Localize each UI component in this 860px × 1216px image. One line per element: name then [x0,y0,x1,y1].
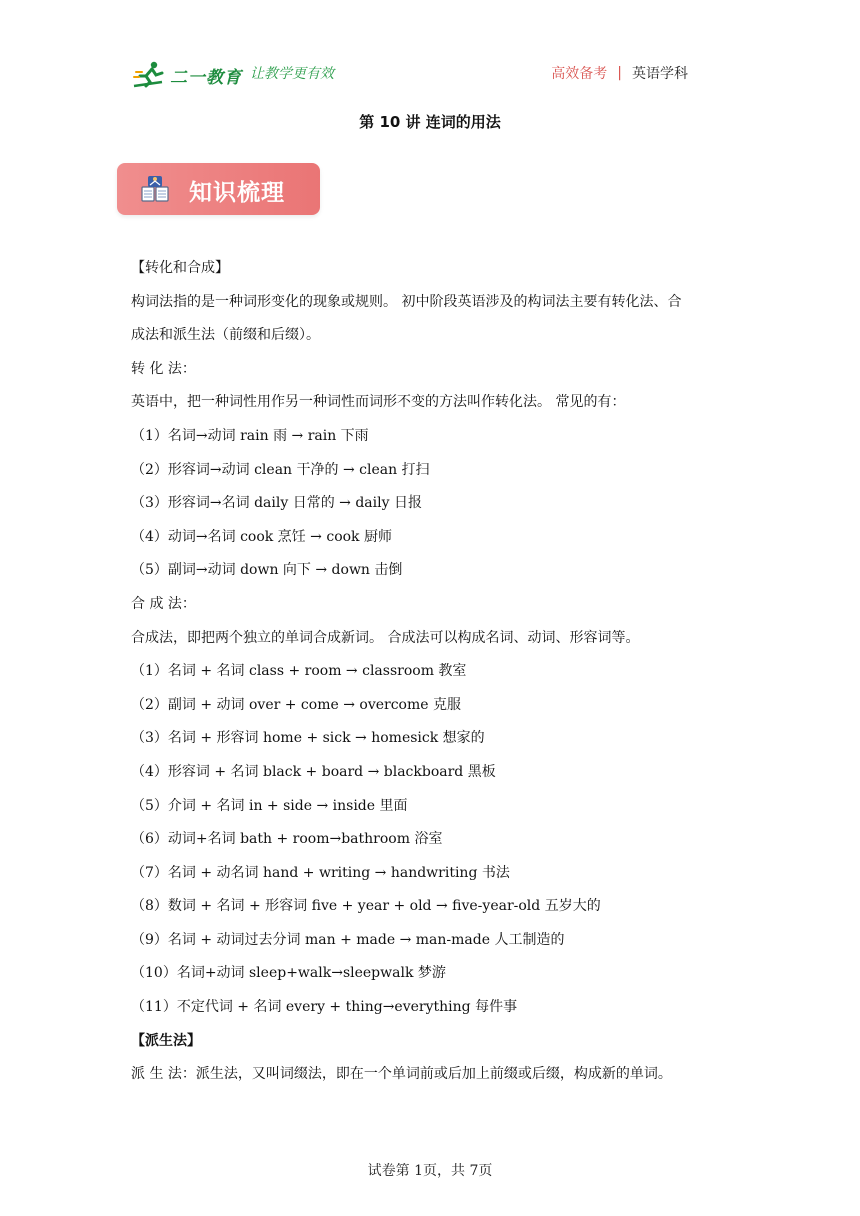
text-line: 成法和派生法（前缀和后缀）。 [131,327,320,344]
list-item: （4）形容词 + 名词 black + board → blackboard 黑板 [131,763,496,780]
logo [132,60,242,90]
book-icon [139,173,171,205]
list-item: （9）名词 + 动词过去分词 man + made → man-made 人工制造的 [131,931,565,948]
header-tag: 高效备考 [551,66,608,82]
list-item: （4）动词→名词 cook 烹饪 → cook 厨师 [131,528,392,545]
text-line: 合 成 法： [131,595,196,612]
text-line: 英语中，把一种词性用作另一种词性而词形不变的方法叫作转化法。 常见的有： [131,394,626,411]
list-item: （2）形容词→动词 clean 干净的 → clean 打扫 [131,461,430,478]
page-footer: 试卷第 1页，共 7页 [367,1163,493,1179]
section-heading: 【转化和合成】 [131,260,229,276]
list-item: （5）副词→动词 down 向下 → down 击倒 [131,562,403,579]
slogan: 让教学更有效 [250,66,334,82]
list-item: （7）名词 + 动名词 hand + writing → handwriting 书法 [131,864,510,881]
list-item: （8）数词 + 名词 + 形容词 five + year + old → five-year-old 五岁大的 [131,898,601,915]
text-line: 派 生 法：派生法，又叫词缀法，即在一个单词前或后加上前缀或后缀，构成新的单词。 [131,1066,672,1083]
section-heading: 【派生法】 [131,1032,201,1049]
content-body [131,252,741,1092]
header-right [551,63,688,83]
header-subject: 英语学科 [632,66,688,82]
text-line: 合成法，即把两个独立的单词合成新词。 合成法可以构成名词、动词、形容词等。 [131,629,640,646]
list-item: （11）不定代词 + 名词 every + thing→everything 每件事 [131,999,518,1016]
list-item: （1）名词→动词 rain 雨 → rain 下雨 [131,427,369,444]
section-banner [117,163,320,215]
banner-label: 知识梳理 [189,180,285,206]
text-line: 构词法指的是一种词形变化的现象或规则。 初中阶段英语涉及的构词法主要有转化法、合 [131,293,682,310]
list-item: （2）副词 + 动词 over + come → overcome 克服 [131,696,461,713]
page-header [0,0,860,95]
logo-text: 二一教育 [170,67,242,88]
list-item: （5）介词 + 名词 in + side → inside 里面 [131,797,408,814]
list-item: （3）名词 + 形容词 home + sick → homesick 想家的 [131,730,485,747]
header-separator: | [617,65,622,81]
list-item: （10）名词+动词 sleep+walk→sleepwalk 梦游 [131,965,446,982]
list-item: （1）名词 + 名词 class + room → classroom 教室 [131,663,467,680]
list-item: （3）形容词→名词 daily 日常的 → daily 日报 [131,495,422,512]
list-item: （6）动词+名词 bath + room→bathroom 浴室 [131,831,443,848]
text-line: 转 化 法： [131,360,196,377]
document-title: 第 10 讲 连词的用法 [359,113,501,131]
runner-logo-icon [132,60,166,90]
